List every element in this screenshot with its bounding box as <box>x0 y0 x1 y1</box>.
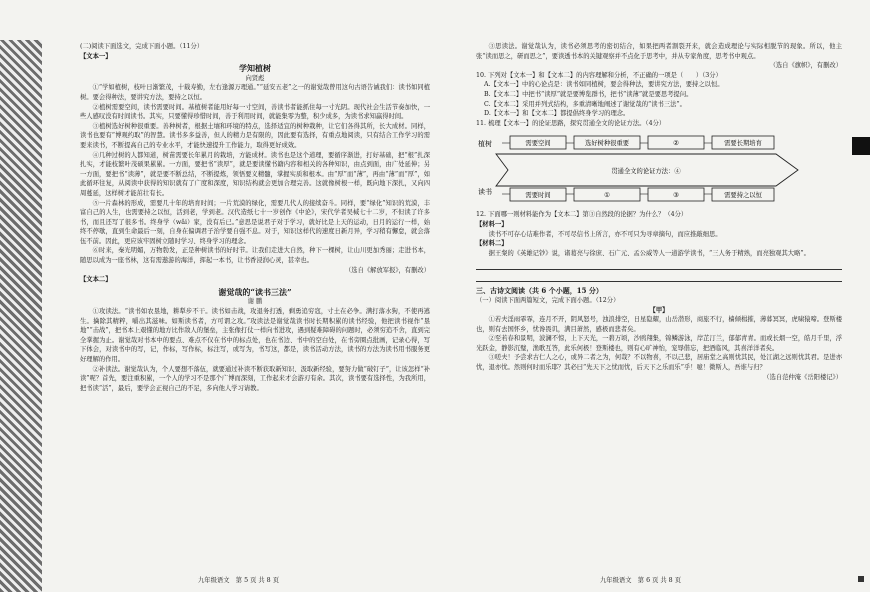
corner-mark <box>858 576 864 582</box>
text2-paragraph: ①攻读法。“读书如农垦地，耕犁步不干。读书如击战，攻退务打透，剩勇追穷寇，寸土在必争。满打落水狗，不使再逃生。擒除其精粹，嚼出其滋味。如斯读书者，方可谓之攻。”攻读法是谢觉哉读书时长期积累的读书经验，他把读书视作“垦地”“击战”，把书本上艰懂的地方比作敌人的堡垒，主张像打仗一样向书进攻，遇到疑难障碍的问题时，必须穷追不舍，直到完全掌握为止。谢觉哉对书本中的要点、难点不仅在书中的标点处，也在书边、书中的空白处，在书旁圈点批画，记录心得，写下体会，对读书中的写，记，作标，写作标，标注写，或写为，书写这，都是，读书活动方法，读书的方法为读书用书服务更好理解的作用。 <box>80 308 430 363</box>
top-box <box>648 136 704 149</box>
material-2-text: 据王粲的《英雄记钞》说，诸葛亮与徐庶、石广元、孟公威等人一道游学读书，“三人务于精熟，而亮独观其大略”。 <box>488 249 810 257</box>
option-d: D.【文本一】和【文本二】都提倡终身学习的理念。 <box>484 110 630 118</box>
material-1-text: 读书不可存心诘难作者，不可尽信书上所言，亦不可只为寻章摘句，而应推敲细思。 <box>488 230 722 238</box>
argument-diagram <box>476 132 842 206</box>
page-footer-left: 九年级语文 第 5 页 共 8 页 <box>198 577 279 584</box>
text1-paragraph: ④几种过树的人都知道，树苗需要长年累月的栽培，方能成材。读书也是这个道理，要循序渐进，打好基础，把“根”扎深扎实，才能枝繁叶茂硕果累累。一方面，要把书“读厚”，就是要读懂书籍内容和相关的各种知识，由点到面，由广处延伸；另一方面，要把书“读薄”，就是要不断总结，不断提炼，领悟要义精髓，掌握实质和根本。由“厚”而“薄”，再由“薄”而“厚”，如此循环往复，从阅读中获得的知识就有了广度和深度，知识结构就会更加合理完善。这就像树根一样，既向地下深扎，又向四周蔓延，这样树才能茁壮有长。 <box>80 151 430 197</box>
text1-paragraph: ③植树选好树种很重要。善种树者，根据土壤和环境的特点，选择适宜的树种栽种，让它们各得其所，长大成材。同样，读书也要有“博观约取”的智慧。读书多多益善，但人的精力是有限的，因此要有选择，有重点地阅读，只有结合工作学习的需要来读书，不断提高自己的专业水平，才能快速提升工作能力，取得更好成效。 <box>80 122 430 149</box>
text1-paragraph: ⑥时来，秦光明媚，万物勃发，正是种树读书的好时节。让我们走进大自然，种下一棵树，让山川更加秀丽；走进书本，随思以成为一座书林，这有需遨游的海洋，挥起一本书，让书香浸润心灵，甚幸也。 <box>80 247 430 265</box>
diagram-row1-label: 植树 <box>478 140 492 149</box>
svg-text:选好树种很重要: 选好树种很重要 <box>584 140 630 148</box>
option-a: A.【文本一】中的心论点是：读书如同植树，要会得种法，要讲究方法，要持之以恒。 <box>484 81 724 89</box>
text2-paragraph: ③思读法。谢觉哉认为，读书必须思考的密切结合，如果把两者割裂开来，就会造成理论与实际相脱节的现象。所以，他主张“读而思之，研而思之”，要读透书本的关键观察并不点化于思考中，并从专家角度，思考书中观点。 <box>476 43 842 60</box>
text1-paragraph: ②植树需要空间，读书需要时间。基植树者能用好每一寸空间，善读书者能抓住每一寸光阴。现代社会生活节奏加快，一些人感叹没有时间读书。其实，只要懂得珍惜时间，善于利用时间，就能集零为整，积少成多，为读书求知赢得时间。 <box>80 103 430 121</box>
top-box <box>574 136 640 149</box>
answer-line[interactable] <box>476 272 842 282</box>
bottom-box <box>574 188 640 201</box>
svg-text:①: ① <box>604 192 610 200</box>
svg-text:③: ③ <box>673 192 679 200</box>
option-c: C.【文本二】采用并列式结构，多重清晰地阐述了谢觉哉的“读书三法”。 <box>484 100 686 108</box>
diagram-arrow-text: 贯通全文的论证方法：④ <box>611 168 681 176</box>
top-box <box>510 136 566 149</box>
bottom-box <box>712 188 774 201</box>
text2-source: （选自《旗帜》，有删改） <box>769 62 842 70</box>
svg-text:需要空间: 需要空间 <box>525 140 551 148</box>
text1-paragraph: ⑤一片森林的形成，需要几十年的培育时间；一片荒漠的绿化，需要几代人的接续奋斗。同样，要“绿化”知识的荒漠，丰富自己的人生，也需要持之以恒，活到老，学到老。汉代造纸七十一岁创作《中论》，宋代学者吴棫七十二岁，不但读了许多书，而且还写了很多书。终身学（wǎi）家，没有后已。”意思是说君子对于学习，就好比是上天的运动，日月的运行一样，始终不停歇，直到生命最后一刻，自身在偏调君子治学要自强不息。对于，知识这样代的速度日新月异，学习稍有懈怠，就会落伍不前。因此，更应该牢固树立随时学习、终身学习的理念。 <box>80 199 430 245</box>
jia-source: （选自范仲淹《岳阳楼记》） <box>763 373 842 381</box>
right-page <box>476 42 842 382</box>
jia-paragraph: ③嗟夫！予尝求古仁人之心，或异二者之为，何哉？不以物喜，不以己悲，居庙堂之高则忧其民，处江湖之远则忧其君。是进亦忧，退亦忧。然则何时而乐耶？其必曰“先天下之忧而忧，后天下之乐而乐”乎！噫！微斯人，吾谁与归？ <box>476 354 842 372</box>
option-b: B.【文本二】中把书“读厚”就是要博览群书，把书“读薄”就是要思考提问。 <box>484 90 693 98</box>
text1-title: 学知植树 <box>239 63 271 74</box>
text1-label: 【文本一】 <box>80 52 112 60</box>
material-1-label: 【材料一】 <box>476 220 508 228</box>
question-10: 10. 下列对【文本一】和【文本二】的内容理解和分析，不正确的一项是（ ）（3分） <box>476 71 722 79</box>
bottom-box <box>648 188 704 201</box>
svg-text:②: ② <box>673 140 679 148</box>
top-box <box>712 136 774 149</box>
bottom-box <box>510 188 566 201</box>
answer-line[interactable] <box>476 260 842 270</box>
page-footer-right: 九年级语文 第 6 页 共 8 页 <box>600 577 681 584</box>
text1-source: （选自《解放军报》，有删改） <box>344 266 430 274</box>
jia-label: 【甲】 <box>649 306 669 314</box>
question-12: 12. 下面哪一则材料能作为【文本二】第③自然段的论据？为什么？（4分） <box>476 211 688 219</box>
svg-text:需要长期培育: 需要长期培育 <box>724 140 762 148</box>
page-marker <box>852 137 870 155</box>
question-header: (二)阅读下面选文，完成下面小题。（11分） <box>80 43 204 50</box>
diagram-svg <box>476 132 842 206</box>
binding-edge <box>0 40 42 592</box>
text2-title: 谢觉哉的“读书三法” <box>218 286 292 297</box>
text1-paragraph: ①“学如植树，枝叶日渐繁茂，十载寿勤，左右逢源万理通。”“延安五老”之一的谢觉哉曾用这句古语告诫我们：读书如同植树。要会得种法，要讲究方法，要持之以恒。 <box>80 84 430 101</box>
material-2-label: 【材料二】 <box>476 240 508 248</box>
svg-text:需要时间: 需要时间 <box>525 192 551 200</box>
text2-label: 【文本二】 <box>80 276 112 284</box>
jia-paragraph: ①若夫淫雨霏霏，连月不开，阴风怒号，浊浪排空，日星隐耀，山岳潜形，商旅不行，樯倾楫摧，薄暮冥冥，虎啸猿啼。登斯楼也，则有去国怀乡，忧谗畏讥，满目萧然，感极而悲者矣。 <box>476 316 842 333</box>
section-3-question: （一）阅读下面两篇短文，完成下面小题。（12分） <box>476 296 620 304</box>
text1-author: 向贤彪 <box>245 74 265 82</box>
jia-paragraph: ②至若春和景明，波澜不惊，上下天光，一碧万顷，沙鸥翔集，锦鳞游泳，岸芷汀兰，郁郁青青。而或长烟一空，皓月千里，浮光跃金，静影沉璧，渔歌互答，此乐何极！登斯楼也，则有心旷神怡，宠辱偕忘，把酒临风，其喜洋洋者矣。 <box>476 335 842 352</box>
svg-text:需要持之以恒: 需要持之以恒 <box>724 192 762 200</box>
text2-paragraph: ②补读法。谢觉哉认为，个人要想不落伍，就要通过补读不断获取新知识、汲取新经验，要努力做“破钉子”，让该怎样“补读”呢？首先，要注重积累，一个人的学习不是那个广博而深刻，工作起来才会游刃有余。其次，读书要有选择性，为我所用，把书读“活”，最后，要学会正视自己的不足，多向他人学习请教。 <box>80 365 430 392</box>
question-11: 11. 梳理【文本一】的论证思路，探究贯通全文的论证方法。（4分） <box>476 119 666 127</box>
text2-author: 谢 鹏 <box>247 298 263 306</box>
diagram-row2-label: 读书 <box>478 188 492 197</box>
section-3-title: 三、古诗文阅读（共 6 个小题，15 分） <box>476 286 603 296</box>
left-page <box>80 42 430 393</box>
